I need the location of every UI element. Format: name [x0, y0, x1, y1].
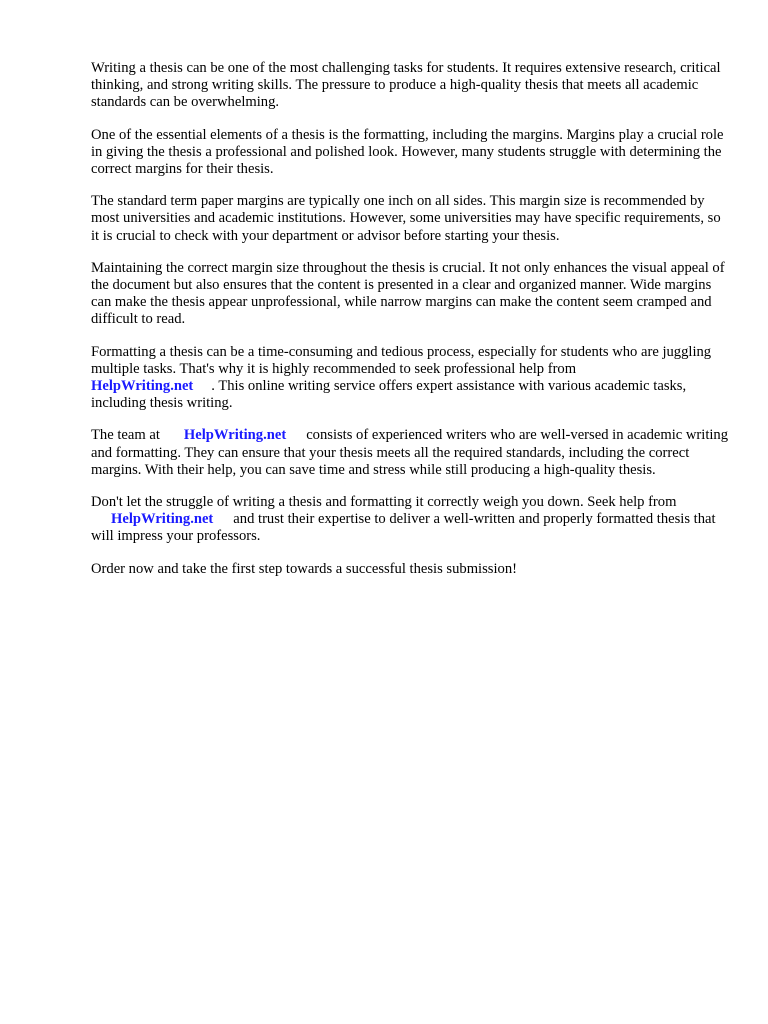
paragraph-margins-importance: One of the essential elements of a thesis is the formatting, including the margins. Margins play a crucial role in giving the thesis a professional and polished look. However, many students struggle with determining the correct margins for their thesis.: [91, 126, 724, 178]
document-body: [91, 60, 731, 593]
paragraph-text: consists of experienced writers who are well-versed in academic writing and formatting. They can ensure that your thesis meets all the required standards, including the correct margins. With their help, you can save time and stress while still producing a high-quality thesis.: [91, 427, 729, 478]
helpwriting-link[interactable]: HelpWriting.net: [183, 427, 287, 444]
paragraph-intro: Writing a thesis can be one of the most challenging tasks for students. It requires extensive research, critical thinking, and strong writing skills. The pressure to produce a high-quality thesis that meets all academic standards can be overwhelming.: [91, 60, 721, 111]
paragraph-team: [91, 427, 731, 479]
paragraph-text: The team at: [91, 427, 160, 444]
paragraph-professional-help: [91, 344, 731, 413]
paragraph-call-to-action: Order now and take the first step towards a successful thesis submission!: [91, 560, 517, 577]
paragraph-text: and trust their expertise to deliver a well-written and properly formatted thesis that will impress your professors.: [91, 511, 716, 545]
paragraph-standard-margins: The standard term paper margins are typically one inch on all sides. This margin size is recommended by most universities and academic institutions. However, some universities may have specific requirements, so it is crucial to check with your department or advisor before starting your thesis.: [91, 193, 721, 244]
paragraph-seek-help: [91, 494, 731, 546]
helpwriting-link[interactable]: HelpWriting.net: [91, 378, 194, 395]
paragraph-text: Don't let the struggle of writing a thesis and formatting it correctly weigh you down. Seek help from: [91, 494, 677, 511]
paragraph-text: . This online writing service offers expert assistance with various academic tasks, including thesis writing.: [91, 378, 687, 412]
helpwriting-link[interactable]: HelpWriting.net: [111, 511, 214, 528]
paragraph-text: Formatting a thesis can be a time-consuming and tedious process, especially for students who are juggling multiple tasks. That's why it is highly recommended to seek professional help from: [91, 343, 712, 377]
paragraph-maintaining-margins: Maintaining the correct margin size throughout the thesis is crucial. It not only enhances the visual appeal of the document but also ensures that the content is presented in a clear and organized manner. Wide margins can make the thesis appear unprofessional, while narrow margins can make the content seem cramped and difficult to read.: [91, 259, 725, 328]
